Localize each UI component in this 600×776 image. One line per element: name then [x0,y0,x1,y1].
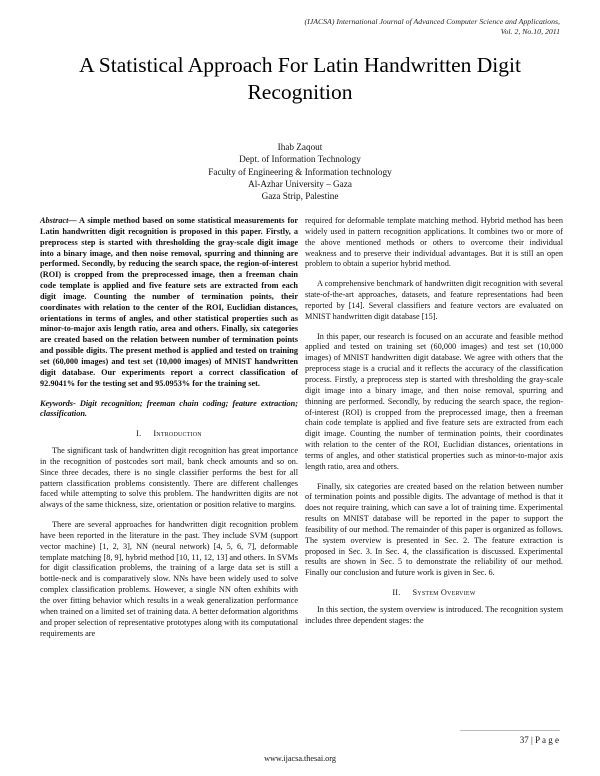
author-location: Gaza Strip, Palestine [261,191,339,202]
abstract-text: A simple method based on some statistical measurements for Latin handwritten digit recognition is proposed in this paper. Firstly, a preprocess step is started with thresholding the gray-scale digit image into a binary image, and then noise removal, spurring and thinning are performed. Secondly, by reducing the search space, the region-of-interest (ROI) is cropped from the preprocessed image, then a freeman chain code template is applied and five feature sets are extracted from each digit image. Counting the number of termination points, their coordinates with relation to the center of the ROI, Euclidian distances, orientations in terms of angles, and other statistical properties such as minor-to-major axis length ratio, area and others. Finally, six categories are created based on the relation between number of termination points and possible digits. The present method is applied and tested on training set (60,000 images) and test set (10,000 images) of MNIST handwritten digit database. Our experiments report a correct classification of 92.9041% for the testing set and 95.0953% for the training set. [40,216,298,388]
section-number: I. [136,429,142,439]
section-heading-overview [305,588,563,599]
overview-paragraph-1: In this section, the system overview is introduced. The recognition system includes three dependent stages: the [305,605,563,625]
abstract-label: Abstract [40,216,69,225]
abstract [40,216,298,390]
journal-header [180,17,560,37]
keywords: Keywords- Digit recognition; freeman chain coding; feature extraction; classification. [40,398,298,419]
journal-url[interactable]: www.ijacsa.thesai.org [264,754,336,763]
author-dept: Dept. of Information Technology [239,154,361,165]
journal-volume: Vol. 2, No.10, 2011 [500,27,560,36]
abstract-dash: — [68,216,80,225]
left-column [40,216,298,648]
right-paragraph-2: A comprehensive benchmark of handwritten digit recognition with several state-of-the-art approaches, datasets, and feature representations had been reported by [14]. Several classifiers and feature vectors are evaluated on MNIST handwritten digit database [15]. [305,279,563,321]
paper-title [40,52,560,106]
intro-paragraph-2: There are several approaches for handwritten digit recognition problem have been reported in the literature in the past. They include SVM (support vector machine) [1, 2, 3], NN (neural network) [4, 5, 6, 7], deformable template matching [8, 9], hybrid method [10, 11, 12, 13] and others. In SVMs for digit classification problems, the training of a large data set is still a bottle-neck and is comparatively slow. NNs have been widely used to solve complex classification problems. However, a single NN often exhibits with the over fitting behavior which results in a weak generalization performance when trained on a limited set of training data. A better deformation algorithms and proper selection of representative prototypes along with its computational requirements are [40,520,298,638]
author-name: Ihab Zaqout [277,142,323,152]
intro-paragraph-1: The significant task of handwritten digit recognition has great importance in the recognition of postcodes sort mail, bank check amounts and so on. Since three decades, there is no single classifier performs the best for all pattern classification problems consistently. There are different challenges faced while attempting to solve this problem. The handwritten digits are not always of the same thickness, size, orientation or position relative to margins. [40,446,298,510]
author-university: Al-Azhar University – Gaza [248,178,352,189]
section-heading-introduction [40,429,298,440]
journal-name: (IJACSA) International Journal of Advanced Computer Science and Applications, [304,17,560,26]
right-paragraph-4: Finally, six categories are created based on the relation between number of termination points and possible digits. The advantage of method is that it does not require training, which can save a lot of training time. Experimental results on MNIST database will be reported in the paper to support the feasibility of our method. The remainder of this paper is organized as follows. The system overview is presented in Sec. 2. The feature extraction is proposed in Sec. 3. In Sec. 4, the classification is discussed. Experimental results are shown in Sec. 5 to demonstrate the reliability of our method. Finally our conclusion and future work is given in Sec. 6. [305,481,563,578]
right-paragraph-3: In this paper, our research is focused on an accurate and feasible method applied and tested on training set (60,000 images) and test set (10,000 images) of MNIST handwritten digit database. We agree with others that the preprocess stage is a crucial and it reflects the accuracy of the classification process. Firstly, a preprocess step is started with thresholding the gray-scale digit image into a binary image, and then noise removal, spurring and thinning are performed. Secondly, by reducing the search space, the region-of-interest (ROI) is cropped from the preprocessed image, then a freeman chain code template is applied and five feature sets are extracted from each digit image. Counting the number of termination points, their coordinates with relation to the center of the ROI, Euclidian distances, orientations in terms of angles, and other statistical properties such as minor-to-major axis length ratio, area and others. [305,331,563,471]
section-title: System Overview [412,588,476,598]
title-line-1: A Statistical Approach For Latin Handwritten Digit [79,53,521,77]
author-faculty: Faculty of Engineering & Information technology [208,166,392,177]
title-line-2: Recognition [247,80,353,104]
footer-divider [460,730,560,731]
section-title: Introduction [153,429,202,439]
right-column [305,216,563,636]
page-number: 37 | P a g e [519,735,559,745]
author-block [150,141,450,202]
right-paragraph-1: required for deformable template matching method. Hybrid method has been widely used in pattern recognition applications. It combines two or more of the above mentioned methods or others to overcome their individual weakness and to preserve their individual advantages. But it is still an open problem to obtain a superior hybrid method. [305,216,563,269]
section-number: II. [392,588,401,598]
